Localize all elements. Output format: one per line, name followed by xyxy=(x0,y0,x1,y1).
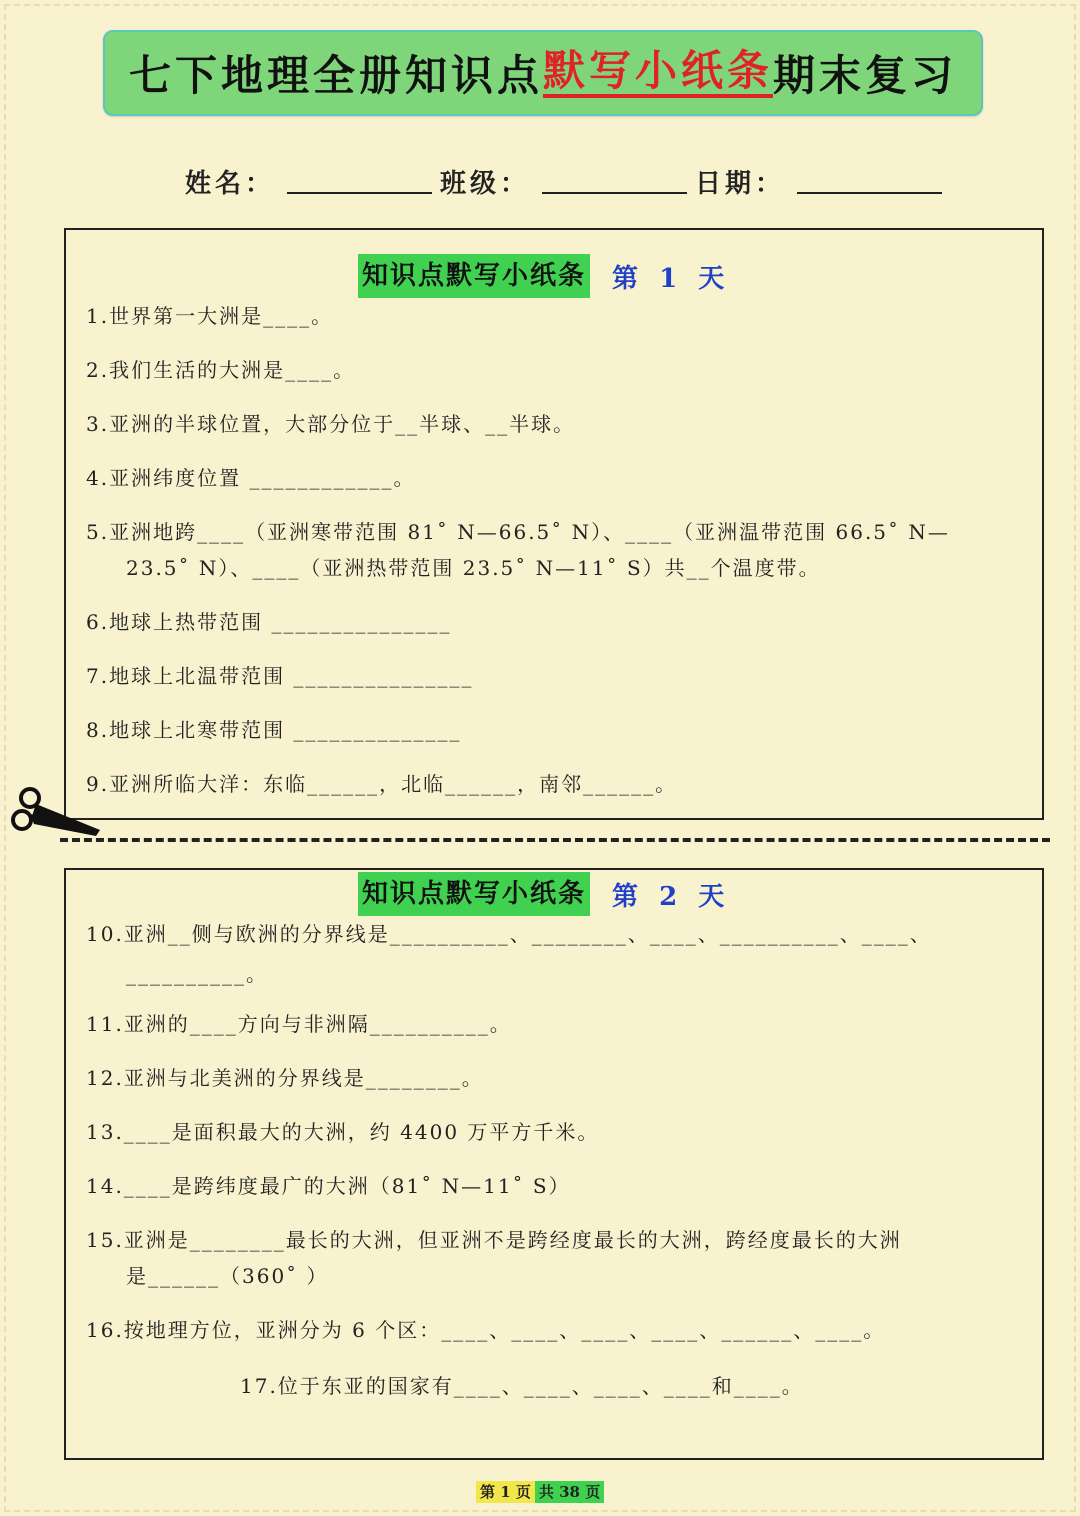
title-part2: 期末复习 xyxy=(773,51,958,100)
question-item: 9.亚洲所临大洋：东临______，北临______，南邻______。 xyxy=(86,772,678,796)
question-item: 1.世界第一大洲是____。 xyxy=(86,304,334,328)
question-item: 2.我们生活的大洲是____。 xyxy=(86,358,356,382)
question-item-continued: 23.5˚ N）、____（亚洲热带范围 23.5˚ N—11˚ S）共__个温度带。 xyxy=(126,556,821,580)
page-footer xyxy=(476,1481,604,1503)
date-blank[interactable] xyxy=(797,190,942,194)
card-heading xyxy=(358,872,730,916)
question-item-continued: 是______（360˚ ） xyxy=(126,1264,329,1288)
card-heading-label: 知识点默写小纸条 xyxy=(358,254,590,298)
question-item: 3.亚洲的半球位置，大部分位于__半球、__半球。 xyxy=(86,412,576,436)
scissors-icon xyxy=(8,786,104,842)
name-label: 姓名： xyxy=(185,169,276,199)
class-blank[interactable] xyxy=(542,190,687,194)
question-item: 8.地球上北寒带范围 ______________ xyxy=(86,718,462,742)
card-day-label: 第 2 天 xyxy=(612,881,731,912)
date-label: 日期： xyxy=(695,169,786,199)
question-item: 10.亚洲__侧与欧洲的分界线是__________、________、____、__________、____、 xyxy=(86,922,932,946)
question-item: 12.亚洲与北美洲的分界线是________。 xyxy=(86,1066,484,1090)
quiz-card-day-1 xyxy=(64,228,1044,820)
question-item: 4.亚洲纬度位置 ____________。 xyxy=(86,466,416,490)
card-day-label: 第 1 天 xyxy=(612,263,731,294)
question-item: 13.____是面积最大的大洲，约 4400 万平方千米。 xyxy=(86,1120,600,1144)
card-heading xyxy=(358,254,730,298)
question-item: 16.按地理方位，亚洲分为 6 个区：____、____、____、____、______、____。 xyxy=(86,1318,886,1342)
class-label: 班级： xyxy=(440,169,531,199)
quiz-card-day-2 xyxy=(64,868,1044,1460)
title-highlight: 默写小纸条 xyxy=(543,48,773,98)
title-part1: 七下地理全册知识点 xyxy=(128,51,543,100)
question-item: 15.亚洲是________最长的大洲，但亚洲不是跨经度最长的大洲，跨经度最长的大洲 xyxy=(86,1228,902,1252)
question-item: 11.亚洲的____方向与非洲隔__________。 xyxy=(86,1012,512,1036)
question-item: 6.地球上热带范围 _______________ xyxy=(86,610,452,634)
question-item: 7.地球上北温带范围 _______________ xyxy=(86,664,474,688)
card-heading-label: 知识点默写小纸条 xyxy=(358,872,590,916)
page-number: 第 1 页 xyxy=(476,1481,535,1503)
question-item: 5.亚洲地跨____（亚洲寒带范围 81˚ N—66.5˚ N）、____（亚洲温带范围 66.5˚ N— xyxy=(86,520,950,544)
question-item: 17.位于东亚的国家有____、____、____、____和____。 xyxy=(240,1374,804,1398)
page-total: 共 38 页 xyxy=(535,1481,604,1503)
title-banner xyxy=(103,30,983,116)
question-item: 14.____是跨纬度最广的大洲（81˚ N—11˚ S） xyxy=(86,1174,571,1198)
cut-line-divider xyxy=(60,838,1050,842)
question-item-continued: __________。 xyxy=(126,962,268,986)
student-info-row xyxy=(185,160,950,200)
name-blank[interactable] xyxy=(287,190,432,194)
